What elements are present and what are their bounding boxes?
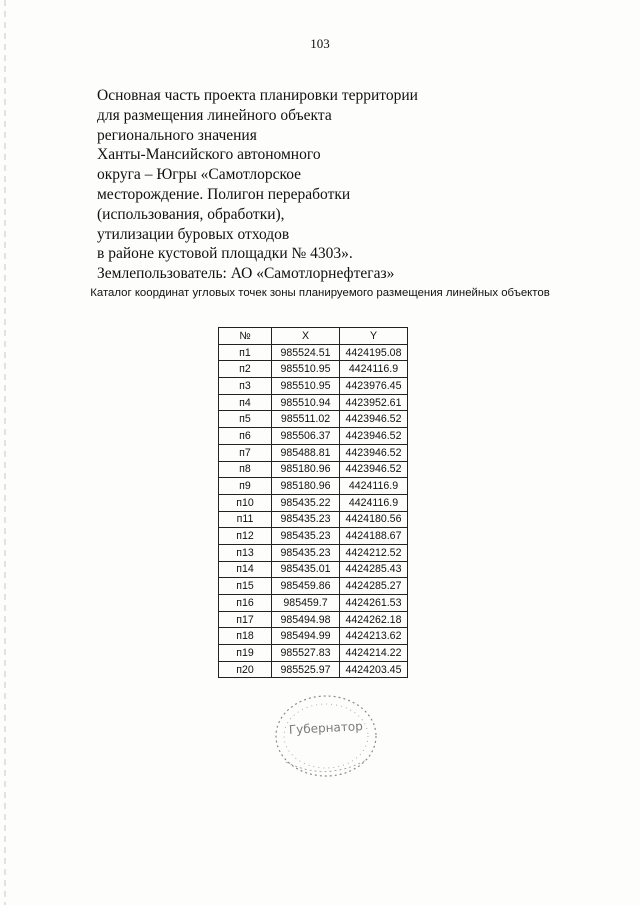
table-row	[219, 578, 408, 595]
point-number-cell: п12	[219, 528, 272, 545]
x-coordinate-cell: 985527.83	[272, 645, 340, 662]
point-number-cell: п7	[219, 444, 272, 461]
point-number-cell: п10	[219, 494, 272, 511]
table-row	[219, 444, 408, 461]
point-number-cell: п1	[219, 344, 272, 361]
heading-line: Землепользователь: АО «Самотлорнефтегаз»	[97, 265, 395, 283]
point-number-cell: п4	[219, 394, 272, 411]
y-coordinate-cell: 4424180.56	[340, 511, 408, 528]
scan-edge-artifact	[4, 0, 6, 905]
y-coordinate-cell: 4424262.18	[340, 611, 408, 628]
table-row	[219, 461, 408, 478]
point-number-cell: п19	[219, 645, 272, 662]
table-row	[219, 378, 408, 395]
heading-line: регионального значения	[97, 126, 257, 144]
y-coordinate-cell: 4424195.08	[340, 344, 408, 361]
x-coordinate-cell: 985488.81	[272, 444, 340, 461]
y-coordinate-cell: 4424261.53	[340, 595, 408, 612]
table-row	[219, 561, 408, 578]
x-coordinate-cell: 985510.94	[272, 394, 340, 411]
x-coordinate-cell: 985459.86	[272, 578, 340, 595]
y-coordinate-cell: 4423946.52	[340, 444, 408, 461]
y-coordinate-cell: 4424188.67	[340, 528, 408, 545]
page-number: 103	[310, 36, 330, 51]
y-coordinate-cell: 4423976.45	[340, 378, 408, 395]
point-number-cell: п16	[219, 595, 272, 612]
table-row	[219, 478, 408, 495]
heading-line: округа – Югры «Самотлорское	[97, 166, 302, 184]
table-row	[219, 344, 408, 361]
point-number-cell: п15	[219, 578, 272, 595]
point-number-cell: п13	[219, 544, 272, 561]
y-coordinate-cell: 4424214.22	[340, 645, 408, 662]
x-coordinate-cell: 985524.51	[272, 344, 340, 361]
x-coordinate-cell: 985506.37	[272, 428, 340, 445]
table-row	[219, 645, 408, 662]
document-heading	[97, 86, 457, 284]
header-y: Y	[340, 328, 408, 345]
y-coordinate-cell: 4424116.9	[340, 361, 408, 378]
table-row	[219, 411, 408, 428]
heading-line: (использования, обработки),	[97, 205, 285, 223]
y-coordinate-cell: 4424285.27	[340, 578, 408, 595]
heading-line: Основная часть проекта планировки территории	[97, 87, 418, 104]
y-coordinate-cell: 4423946.52	[340, 461, 408, 478]
catalog-title: Каталог координат угловых точек зоны планируемого размещения линейных объектов	[90, 287, 550, 299]
point-number-cell: п11	[219, 511, 272, 528]
point-number-cell: п8	[219, 461, 272, 478]
coordinates-table	[218, 327, 408, 678]
table-row	[219, 494, 408, 511]
x-coordinate-cell: 985494.99	[272, 628, 340, 645]
point-number-cell: п14	[219, 561, 272, 578]
x-coordinate-cell: 985494.98	[272, 611, 340, 628]
heading-line: Ханты-Мансийского автономного	[97, 146, 321, 164]
x-coordinate-cell: 985511.02	[272, 411, 340, 428]
y-coordinate-cell: 4424285.43	[340, 561, 408, 578]
x-coordinate-cell: 985459.7	[272, 595, 340, 612]
x-coordinate-cell: 985180.96	[272, 461, 340, 478]
header-number: №	[219, 328, 272, 345]
x-coordinate-cell: 985180.96	[272, 478, 340, 495]
point-number-cell: п20	[219, 661, 272, 678]
table-row	[219, 628, 408, 645]
point-number-cell: п9	[219, 478, 272, 495]
y-coordinate-cell: 4423946.52	[340, 428, 408, 445]
table-row	[219, 394, 408, 411]
header-x: X	[272, 328, 340, 345]
point-number-cell: п2	[219, 361, 272, 378]
point-number-cell: п5	[219, 411, 272, 428]
y-coordinate-cell: 4424213.62	[340, 628, 408, 645]
table-row	[219, 544, 408, 561]
heading-line: для размещения линейного объекта	[97, 106, 332, 124]
point-number-cell: п18	[219, 628, 272, 645]
x-coordinate-cell: 985510.95	[272, 378, 340, 395]
point-number-cell: п17	[219, 611, 272, 628]
heading-line: месторождение. Полигон переработки	[97, 185, 351, 203]
table-row	[219, 361, 408, 378]
point-number-cell: п3	[219, 378, 272, 395]
x-coordinate-cell: 985510.95	[272, 361, 340, 378]
stamp-text: Губернатор	[288, 719, 364, 737]
x-coordinate-cell: 985435.23	[272, 511, 340, 528]
y-coordinate-cell: 4424116.9	[340, 478, 408, 495]
y-coordinate-cell: 4424212.52	[340, 544, 408, 561]
table-row	[219, 595, 408, 612]
y-coordinate-cell: 4423952.61	[340, 394, 408, 411]
table-row	[219, 661, 408, 678]
y-coordinate-cell: 4424116.9	[340, 494, 408, 511]
table-body	[219, 344, 408, 678]
table-header-row	[219, 328, 408, 345]
heading-line: утилизации буровых отходов	[97, 225, 290, 243]
x-coordinate-cell: 985435.22	[272, 494, 340, 511]
table-row	[219, 511, 408, 528]
table-row	[219, 428, 408, 445]
x-coordinate-cell: 985435.01	[272, 561, 340, 578]
x-coordinate-cell: 985435.23	[272, 528, 340, 545]
point-number-cell: п6	[219, 428, 272, 445]
y-coordinate-cell: 4423946.52	[340, 411, 408, 428]
y-coordinate-cell: 4424203.45	[340, 661, 408, 678]
table-row	[219, 528, 408, 545]
x-coordinate-cell: 985435.23	[272, 544, 340, 561]
heading-line: в районе кустовой площадки № 4303».	[97, 245, 353, 263]
table-row	[219, 611, 408, 628]
x-coordinate-cell: 985525.97	[272, 661, 340, 678]
governor-stamp	[266, 690, 386, 786]
